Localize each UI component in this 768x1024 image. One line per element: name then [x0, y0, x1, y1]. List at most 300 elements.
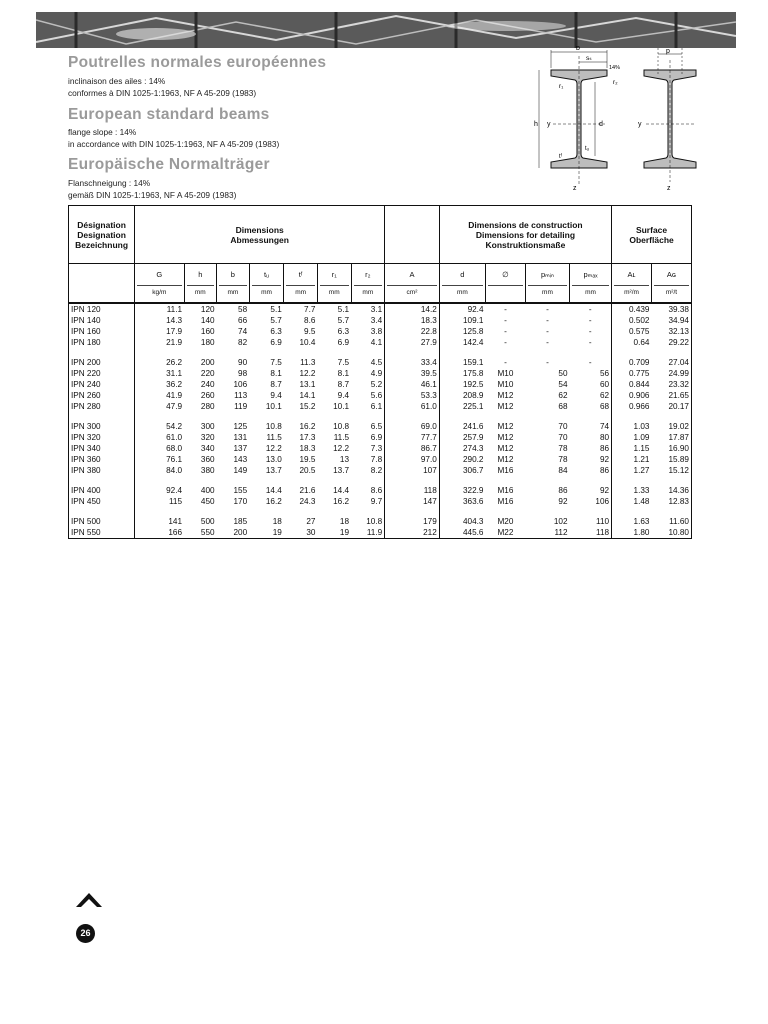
value-cell: 102 [553, 517, 568, 526]
value-cell: 6.3 [270, 327, 282, 336]
value-cell: 185 [233, 517, 248, 526]
value-cell: 149 [233, 466, 248, 475]
value-cell: 3.4 [370, 316, 383, 325]
value-cell: 322.9 [439, 485, 485, 496]
value-cell: 84 [558, 466, 568, 475]
value-cell: 141 [135, 516, 184, 527]
value-cell: 26.2 [135, 357, 184, 368]
slope-label: 14% [609, 65, 621, 71]
subtitle-english-line2: in accordance with DIN 1025-1:1963, NF A 45-209 (1983) [68, 139, 280, 149]
value-cell: 155 [233, 486, 248, 495]
value-cell: M12 [497, 455, 514, 464]
value-cell: 17.3 [299, 433, 316, 442]
value-cell: 131 [233, 433, 248, 442]
value-cell: 86.7 [385, 443, 440, 454]
value-cell: 241.6 [439, 421, 485, 432]
value-cell: 19 [317, 527, 351, 539]
value-cell: 363.6 [439, 496, 485, 507]
value-cell: 15.12 [651, 465, 691, 476]
value-cell: 62 [558, 391, 568, 400]
axis-y-label-right: y [638, 121, 642, 128]
axis-z-label-right: z [667, 185, 671, 192]
value-cell: 5.1 [337, 305, 350, 314]
value-cell: 54.2 [135, 421, 184, 432]
dim-ss-label: sₛ [586, 55, 592, 62]
value-cell: 56 [599, 369, 610, 378]
value-cell: M10 [497, 380, 514, 389]
value-cell: 220 [200, 369, 215, 378]
value-cell: 92 [599, 455, 610, 464]
value-cell: 90 [238, 358, 248, 367]
dim-r2-label: r₂ [613, 79, 618, 86]
value-cell: M20 [497, 517, 514, 526]
table-row [69, 379, 692, 390]
value-cell: M16 [497, 466, 514, 475]
value-cell: 1.03 [612, 421, 652, 432]
value-cell: 140 [200, 316, 215, 325]
value-cell: 39.5 [385, 368, 440, 379]
table-row [69, 326, 692, 337]
header-photo-banner [36, 12, 736, 48]
dim-tf-label: tᶠ [559, 154, 563, 160]
value-cell: 27 [306, 517, 316, 526]
designation-cell: IPN 340 [69, 443, 135, 454]
column-header: Aɢ m²/t [651, 264, 691, 304]
value-cell: 97.0 [385, 454, 440, 465]
value-cell: 5.6 [370, 391, 383, 400]
value-cell: 20.5 [299, 466, 316, 475]
group-spacer [69, 412, 692, 421]
table-row [69, 368, 692, 379]
value-cell: M12 [497, 422, 514, 431]
table-row [69, 454, 692, 465]
value-cell: 15.2 [299, 402, 316, 411]
value-cell: - [588, 316, 592, 325]
group-spacer [69, 507, 692, 516]
company-logo [74, 892, 104, 908]
table-row [69, 527, 692, 539]
value-cell: 1.15 [612, 443, 652, 454]
value-cell: 86 [558, 486, 568, 495]
designation-cell: IPN 500 [69, 516, 135, 527]
value-cell: 17.87 [651, 432, 691, 443]
value-cell: 22.8 [385, 326, 440, 337]
value-cell: 66 [238, 316, 248, 325]
value-cell: 21.65 [651, 390, 691, 401]
value-cell: 78 [558, 455, 568, 464]
value-cell: 7.5 [337, 358, 350, 367]
value-cell: 240 [200, 380, 215, 389]
value-cell: 10.4 [299, 338, 316, 347]
value-cell: 10.8 [333, 422, 350, 431]
value-cell: 0.844 [612, 379, 652, 390]
value-cell: 12.2 [265, 444, 282, 453]
value-cell: 125 [233, 422, 248, 431]
column-header: tᶠ mm [284, 264, 318, 304]
value-cell: 120 [200, 305, 215, 314]
column-header: r₁ mm [317, 264, 351, 304]
value-cell: 11.9 [351, 527, 385, 539]
value-cell: 32.13 [651, 326, 691, 337]
value-cell: 31.1 [135, 368, 184, 379]
value-cell: 500 [200, 517, 215, 526]
designation-cell: IPN 450 [69, 496, 135, 507]
designation-cell: IPN 140 [69, 315, 135, 326]
value-cell: M12 [497, 433, 514, 442]
value-cell: 33.4 [385, 357, 440, 368]
value-cell: 92.4 [439, 303, 485, 315]
value-cell: 8.6 [304, 316, 316, 325]
value-cell: 18 [339, 517, 350, 526]
value-cell: 0.64 [612, 337, 652, 348]
table-row [69, 516, 692, 527]
value-cell: 5.2 [370, 380, 383, 389]
value-cell: - [504, 316, 507, 325]
title-german: Europäische Normalträger [68, 156, 270, 173]
value-cell: - [546, 316, 549, 325]
value-cell: 107 [385, 465, 440, 476]
designation-cell: IPN 160 [69, 326, 135, 337]
value-cell: 23.32 [651, 379, 691, 390]
column-header: Aʟ m²/m [612, 264, 652, 304]
value-cell: 5.7 [270, 316, 282, 325]
value-cell: 179 [385, 516, 440, 527]
dimensions-header: Dimensions Abmessungen [135, 206, 385, 264]
value-cell: 16.90 [651, 443, 691, 454]
value-cell: 1.27 [612, 465, 652, 476]
table-row [69, 421, 692, 432]
subtitle-english-line1: flange slope : 14% [68, 127, 137, 137]
value-cell: 7.5 [270, 358, 282, 367]
surface-header: Surface Oberfläche [612, 206, 692, 264]
value-cell: 0.966 [612, 401, 652, 412]
value-cell: 3.1 [370, 305, 383, 314]
title-french: Poutrelles normales européennes [68, 54, 327, 71]
page-number: 26 [76, 924, 95, 943]
dim-d-label: d [599, 121, 603, 128]
value-cell: 74 [238, 327, 248, 336]
value-cell: - [546, 338, 549, 347]
value-cell: 280 [200, 402, 215, 411]
table-row [69, 401, 692, 412]
table-row [69, 485, 692, 496]
value-cell: M10 [497, 369, 514, 378]
value-cell: 68.0 [135, 443, 184, 454]
value-cell: 118 [385, 485, 440, 496]
value-cell: 0.502 [612, 315, 652, 326]
value-cell: 137 [233, 444, 248, 453]
value-cell: 0.709 [612, 357, 652, 368]
designation-cell: IPN 400 [69, 485, 135, 496]
value-cell: 6.9 [337, 338, 350, 347]
value-cell: 18.3 [299, 444, 316, 453]
value-cell: 13.0 [265, 455, 282, 464]
value-cell: 180 [200, 338, 215, 347]
value-cell: 11.5 [333, 433, 350, 442]
value-cell: 5.7 [337, 316, 350, 325]
value-cell: 74 [599, 422, 610, 431]
value-cell: 30 [284, 527, 318, 539]
value-cell: 19.02 [651, 421, 691, 432]
value-cell: 6.3 [337, 327, 350, 336]
title-english: European standard beams [68, 106, 270, 123]
value-cell: 300 [200, 422, 215, 431]
construction-header: Dimensions de construction Dimensions for detailing Konstruktionsmaße [439, 206, 611, 264]
table-row [69, 390, 692, 401]
value-cell: 61.0 [135, 432, 184, 443]
value-cell: 8.7 [337, 380, 350, 389]
value-cell: - [504, 358, 507, 367]
value-cell: 112 [525, 527, 569, 539]
value-cell: 12.2 [333, 444, 350, 453]
value-cell: 47.9 [135, 401, 184, 412]
value-cell: 11.1 [135, 303, 184, 315]
table-row [69, 315, 692, 326]
value-cell: - [504, 327, 507, 336]
value-cell: 92.4 [135, 485, 184, 496]
value-cell: 143 [233, 455, 248, 464]
gauge-p-label: p [666, 48, 670, 55]
ibeam-gauge-diagram [636, 46, 706, 192]
value-cell: M16 [497, 486, 514, 495]
value-cell: 27.04 [651, 357, 691, 368]
value-cell: 8.7 [270, 380, 282, 389]
value-cell: 14.2 [385, 303, 440, 315]
value-cell: 257.9 [439, 432, 485, 443]
value-cell: 11.5 [266, 433, 282, 442]
value-cell: 62 [599, 391, 610, 400]
value-cell: 84.0 [135, 465, 184, 476]
designation-cell: IPN 240 [69, 379, 135, 390]
value-cell: 54 [558, 380, 568, 389]
value-cell: 290.2 [439, 454, 485, 465]
value-cell: - [588, 358, 592, 367]
value-cell: 1.80 [612, 527, 652, 539]
value-cell: 39.38 [651, 303, 691, 315]
designation-header: Désignation Designation Bezeichnung [69, 206, 135, 264]
value-cell: 404.3 [439, 516, 485, 527]
column-symbols-row [69, 264, 692, 304]
axis-z-label: z [573, 185, 577, 192]
value-cell: 14.36 [651, 485, 691, 496]
value-cell: - [546, 305, 549, 314]
value-cell: 17.9 [135, 326, 184, 337]
value-cell: 340 [200, 444, 215, 453]
value-cell: 78 [558, 444, 568, 453]
value-cell: 320 [200, 433, 215, 442]
value-cell: 142.4 [439, 337, 485, 348]
value-cell: 4.9 [370, 369, 383, 378]
value-cell: 1.21 [612, 454, 652, 465]
value-cell: 1.33 [612, 485, 652, 496]
dim-h-label: h [534, 121, 538, 128]
value-cell: 41.9 [135, 390, 184, 401]
value-cell: 360 [200, 455, 215, 464]
value-cell: 18.3 [385, 315, 440, 326]
value-cell: 60 [599, 380, 610, 389]
value-cell: 92 [558, 497, 568, 506]
table-row [69, 443, 692, 454]
designation-cell: IPN 200 [69, 357, 135, 368]
value-cell: 15.89 [651, 454, 691, 465]
value-cell: 200 [217, 527, 250, 539]
value-cell: 147 [385, 496, 440, 507]
value-cell: 70 [558, 433, 568, 442]
value-cell: 13 [339, 455, 350, 464]
value-cell: 8.2 [370, 466, 383, 475]
value-cell: 1.09 [612, 432, 652, 443]
table-row [69, 357, 692, 368]
value-cell: 113 [234, 391, 248, 400]
column-header: A cm² [385, 264, 440, 304]
designation-cell: IPN 180 [69, 337, 135, 348]
column-header: ∅ [486, 264, 526, 304]
value-cell: 450 [200, 497, 215, 506]
value-cell: 192.5 [439, 379, 485, 390]
value-cell: 8.1 [270, 369, 282, 378]
value-cell: 7.3 [370, 444, 383, 453]
value-cell: 3.8 [370, 327, 383, 336]
value-cell: 8.6 [370, 486, 383, 495]
value-cell: 12.2 [299, 369, 316, 378]
value-cell: 212 [385, 527, 440, 539]
value-cell: 46.1 [385, 379, 440, 390]
table-row [69, 337, 692, 348]
value-cell: 20.17 [651, 401, 691, 412]
value-cell: 550 [184, 527, 217, 539]
value-cell: 7.7 [304, 305, 316, 314]
subtitle-german-line2: gemäß DIN 1025-1:1963, NF A 45-209 (1983) [68, 190, 237, 200]
value-cell: 380 [200, 466, 215, 475]
value-cell: M22 [486, 527, 526, 539]
value-cell: 0.575 [612, 326, 652, 337]
value-cell: 13.7 [333, 466, 350, 475]
value-cell: 21.6 [299, 486, 316, 495]
value-cell: 11.60 [651, 516, 691, 527]
value-cell: 119 [234, 402, 248, 411]
value-cell: 13.7 [265, 466, 282, 475]
value-cell: 9.4 [270, 391, 282, 400]
value-cell: 86 [599, 466, 610, 475]
value-cell: 0.775 [612, 368, 652, 379]
group-spacer [69, 476, 692, 485]
value-cell: 400 [200, 486, 215, 495]
value-cell: 50 [558, 369, 568, 378]
value-cell: 16.2 [299, 422, 316, 431]
value-cell: - [546, 358, 549, 367]
column-header: tᵤ mm [249, 264, 284, 304]
value-cell: 24.3 [299, 497, 316, 506]
value-cell: 11.3 [300, 358, 316, 367]
value-cell: 9.5 [304, 327, 316, 336]
value-cell: 6.5 [370, 422, 383, 431]
dim-r1-label: r₁ [559, 83, 564, 90]
table-row [69, 303, 692, 315]
value-cell: 53.3 [385, 390, 440, 401]
value-cell: 445.6 [439, 527, 485, 539]
value-cell: - [504, 338, 507, 347]
value-cell: M12 [497, 444, 514, 453]
value-cell: - [588, 327, 592, 336]
value-cell: 6.1 [370, 402, 383, 411]
value-cell: 92 [599, 486, 610, 495]
value-cell: 70 [558, 422, 568, 431]
value-cell: 27.9 [385, 337, 440, 348]
value-cell: 19 [249, 527, 284, 539]
value-cell: 110 [596, 517, 610, 526]
value-cell: 10.8 [366, 517, 383, 526]
column-header: G kg/m [135, 264, 184, 304]
value-cell: 274.3 [439, 443, 485, 454]
value-cell: 14.3 [135, 315, 184, 326]
subtitle-french-line2: conformes à DIN 1025-1:1963, NF A 45-209 (1983) [68, 88, 257, 98]
value-cell: 8.1 [337, 369, 350, 378]
value-cell: 106 [233, 380, 248, 389]
dim-b-label: b [576, 46, 580, 52]
column-header: h mm [184, 264, 217, 304]
ipn-beam-table [68, 205, 692, 539]
designation-cell: IPN 220 [69, 368, 135, 379]
value-cell: 125.8 [439, 326, 485, 337]
value-cell: 68 [599, 402, 610, 411]
value-cell: 5.1 [270, 305, 282, 314]
value-cell: 16.2 [265, 497, 282, 506]
value-cell: 208.9 [439, 390, 485, 401]
value-cell: 109.1 [439, 315, 485, 326]
value-cell: 18 [272, 517, 282, 526]
column-header: r₂ mm [351, 264, 385, 304]
value-cell: 118 [570, 527, 612, 539]
value-cell: 306.7 [439, 465, 485, 476]
value-cell: 0.906 [612, 390, 652, 401]
designation-cell: IPN 120 [69, 303, 135, 315]
table-row [69, 465, 692, 476]
value-cell: - [588, 305, 592, 314]
table-row [69, 496, 692, 507]
value-cell: 0.439 [612, 303, 652, 315]
value-cell: 9.4 [337, 391, 350, 400]
value-cell: 170 [233, 497, 248, 506]
value-cell: 4.1 [370, 338, 383, 347]
value-cell: - [504, 305, 507, 314]
value-cell: 14.4 [333, 486, 350, 495]
value-cell: 10.8 [265, 422, 282, 431]
value-cell: 24.99 [651, 368, 691, 379]
value-cell: 106 [595, 497, 610, 506]
value-cell: 58 [238, 305, 248, 314]
value-cell: 69.0 [385, 421, 440, 432]
value-cell: 61.0 [385, 401, 440, 412]
value-cell: 29.22 [651, 337, 691, 348]
value-cell: 36.2 [135, 379, 184, 390]
designation-cell: IPN 320 [69, 432, 135, 443]
column-header: pₘᵢₙ mm [525, 264, 569, 304]
value-cell: 13.1 [299, 380, 316, 389]
value-cell: 160 [200, 327, 215, 336]
designation-cell: IPN 300 [69, 421, 135, 432]
value-cell: 82 [238, 338, 248, 347]
group-spacer [69, 348, 692, 357]
value-cell: 115 [135, 496, 184, 507]
value-cell: 98 [238, 369, 248, 378]
value-cell: M16 [497, 497, 514, 506]
value-cell: - [546, 327, 549, 336]
column-header: pₘₐₓ mm [570, 264, 612, 304]
value-cell: 225.1 [439, 401, 485, 412]
value-cell: 166 [135, 527, 184, 539]
value-cell: 175.8 [439, 368, 485, 379]
value-cell: 10.80 [651, 527, 691, 539]
